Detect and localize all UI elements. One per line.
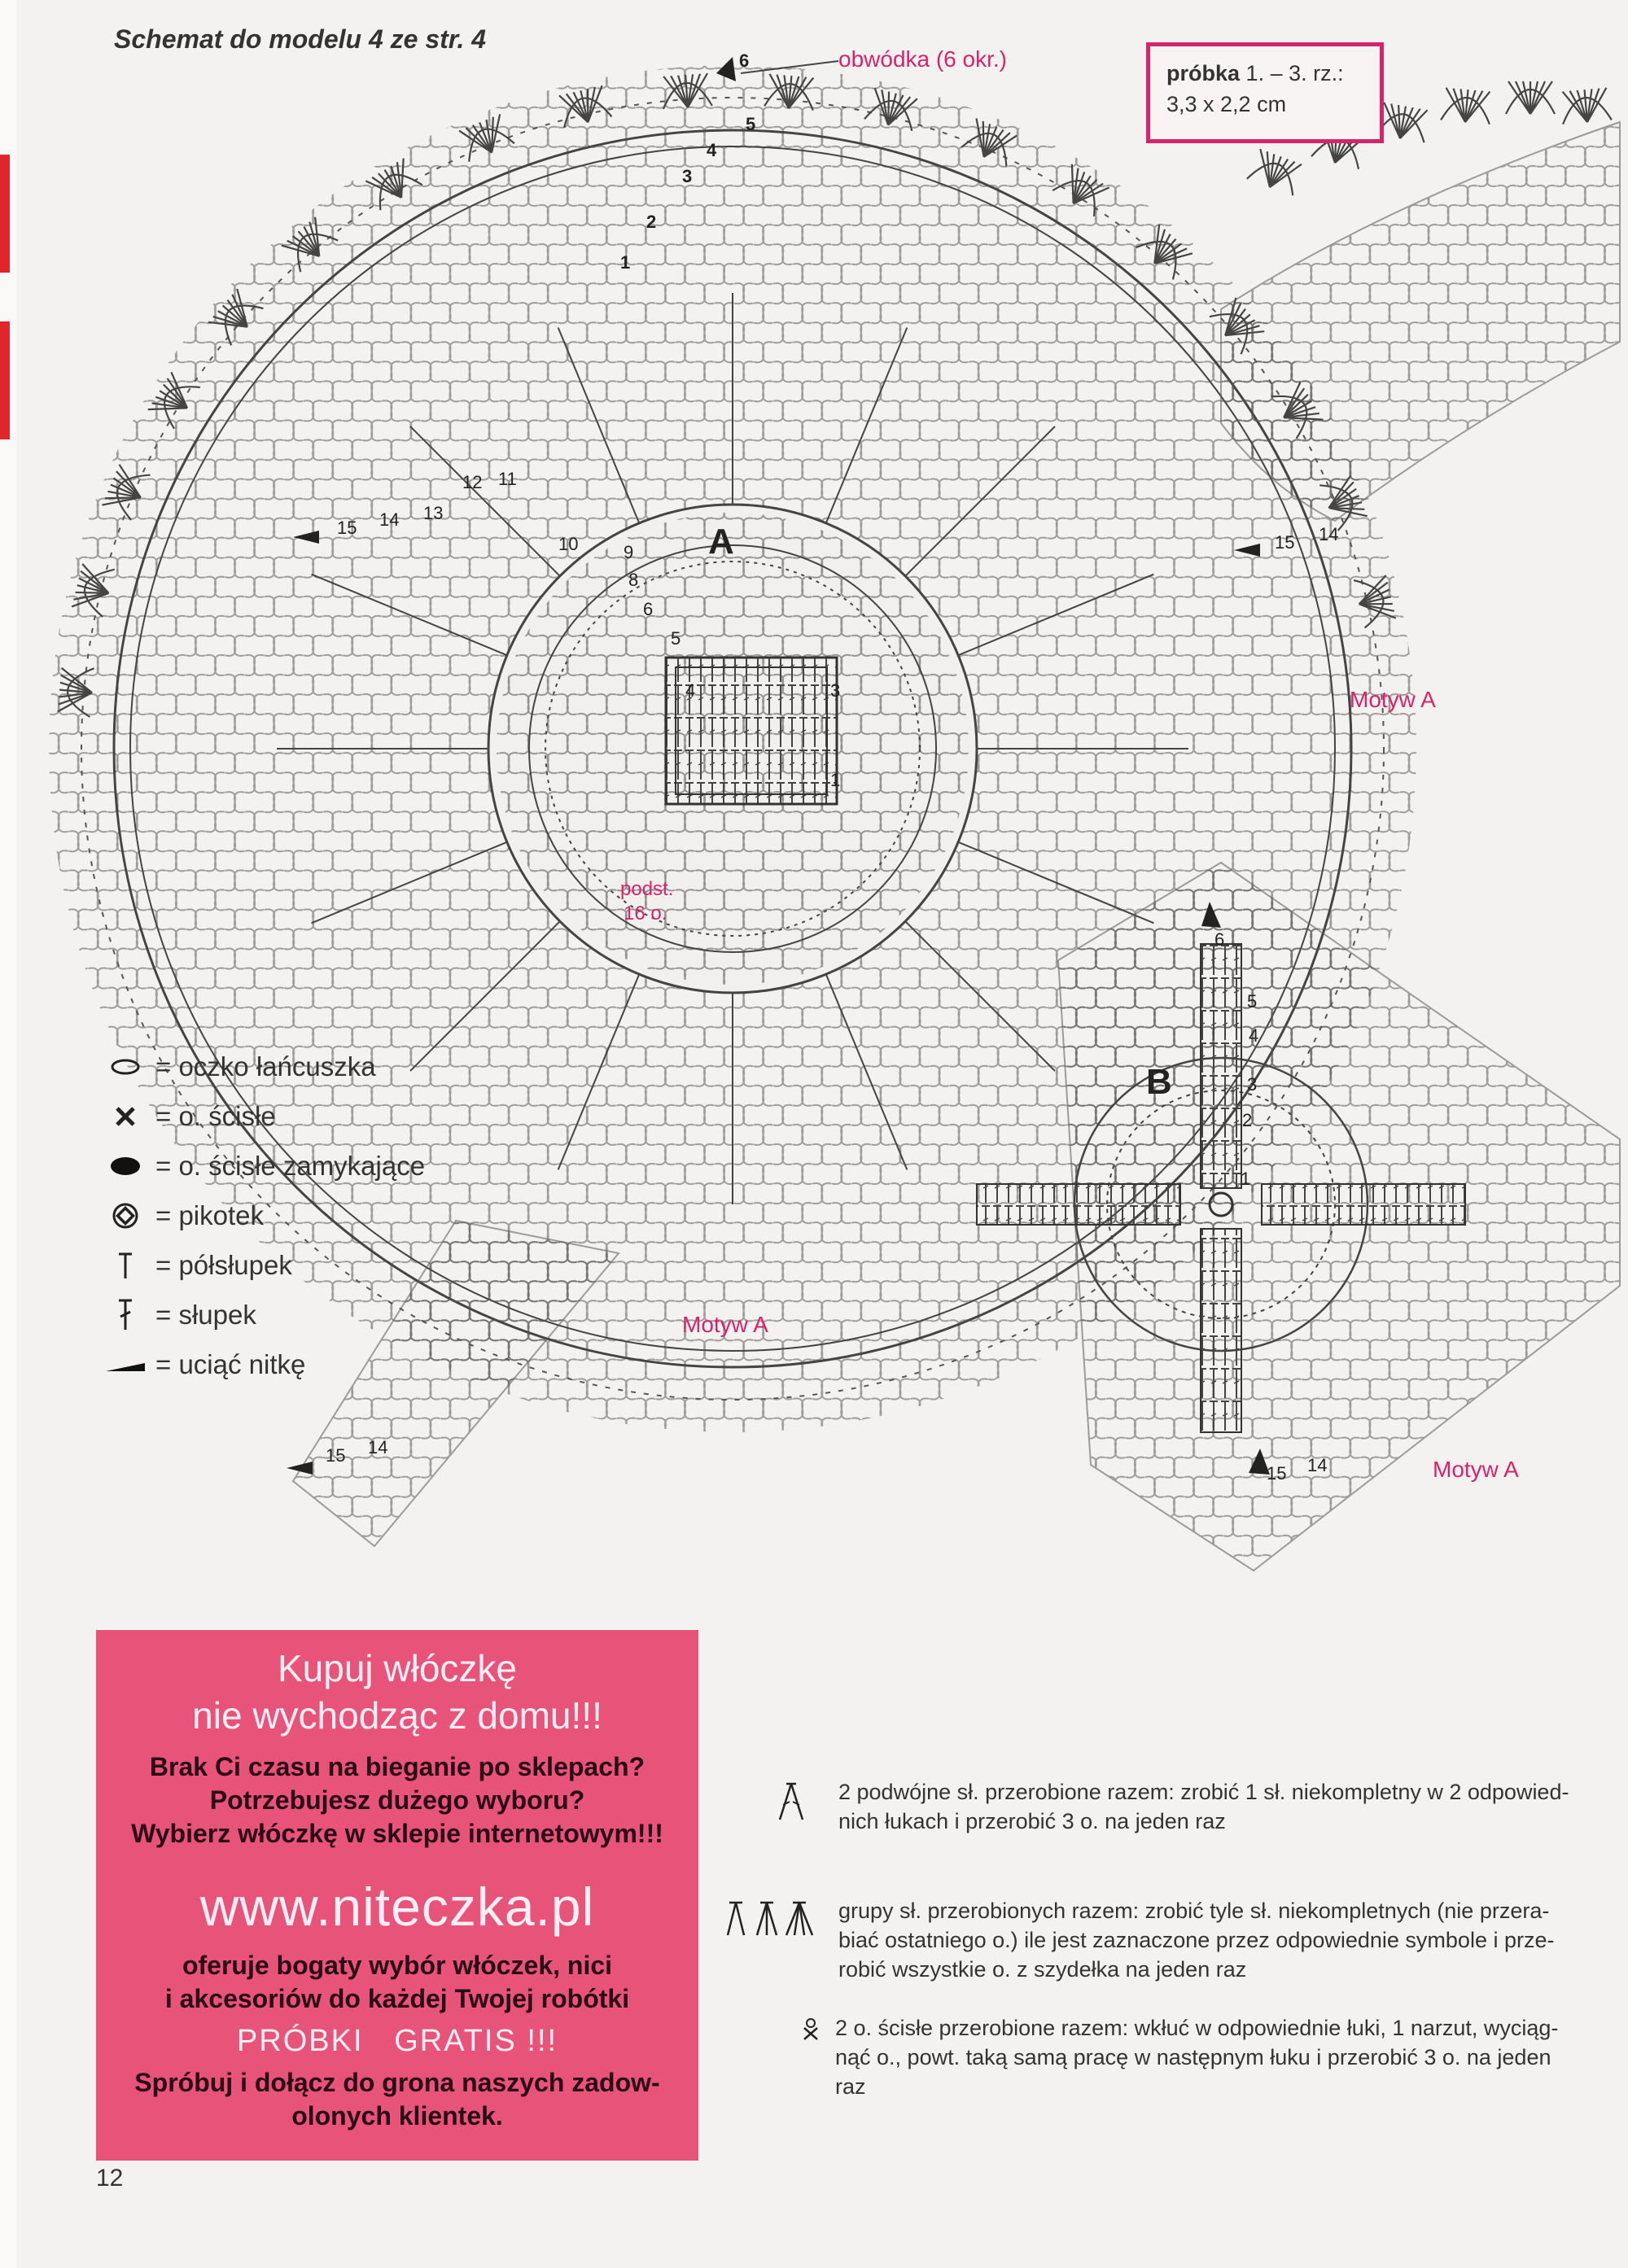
border-shell [1247, 148, 1304, 195]
legend-text: = o. ścisłe zamykające [155, 1150, 426, 1181]
chain-stitch-icon [102, 1047, 149, 1087]
legend-row [102, 1141, 425, 1191]
legend-row [102, 1339, 425, 1389]
legend-row [102, 1191, 425, 1240]
row-number: 6 [643, 599, 654, 619]
legend-text: = półsłupek [155, 1249, 292, 1280]
picot-icon [102, 1195, 149, 1236]
sc-together-icon [801, 2017, 821, 2045]
ad-join-line: olonych klientek. [291, 2101, 503, 2130]
note-line: nąć o., powt. taką samą pracę w następnym łuku i przerobić 3 o. na jeden [835, 2045, 1551, 2069]
row-number: 11 [498, 469, 517, 489]
double-tr-together-icon [775, 1781, 807, 1827]
note-line: raz [835, 2074, 866, 2099]
motif-label: Motyw A [682, 1312, 768, 1337]
row-number: 14 [379, 509, 400, 530]
note-item [835, 2013, 1558, 2101]
legend-text: = słupek [155, 1299, 256, 1330]
single-crochet-icon [102, 1096, 149, 1137]
row-number: 13 [423, 503, 444, 523]
row-number: 6 [739, 50, 750, 71]
sample-rows: 1. – 3. rz.: [1245, 61, 1344, 85]
ad-title-line: Kupuj włóczkę [277, 1647, 518, 1689]
row-number: 2 [646, 212, 657, 232]
ad-title-line: nie wychodząc z domu!!! [192, 1694, 602, 1737]
note-line: nich łukach i przerobić 3 o. na jeden raz [838, 1809, 1226, 1833]
motif-label: Motyw A [1350, 687, 1436, 712]
legend [102, 1042, 425, 1389]
row-number: 6 [1214, 929, 1225, 950]
row-number: 1 [1241, 1169, 1251, 1189]
row-number: 1 [830, 770, 841, 790]
cut-thread-icon [102, 1344, 149, 1385]
motif-a-letter: A [708, 522, 734, 562]
border-shell [1560, 88, 1612, 125]
row-number: 2 [1242, 1110, 1253, 1130]
corner-number: 14 [1307, 1455, 1328, 1475]
ad-offer-line: i akcesoriów do każdej Twojej robótki [164, 1984, 630, 2013]
ad-title [96, 1645, 698, 1739]
note-line: 2 o. ścisłe przerobione razem: wkłuć w odpowiednie łuki, 1 narzut, wyciąg- [835, 2016, 1559, 2040]
row-number: 3 [682, 166, 693, 186]
ad-question-line: Brak Ci czasu na bieganie po sklepach? [149, 1752, 646, 1781]
base-label-line2: 16 o. [624, 902, 667, 924]
legend-row [102, 1091, 425, 1141]
row-number: 12 [462, 472, 483, 492]
half-double-icon [102, 1245, 149, 1286]
sample-label: próbka [1166, 61, 1241, 85]
row-number: 8 [628, 570, 639, 590]
row-number: 4 [707, 140, 717, 160]
motif-label: Motyw A [1433, 1457, 1519, 1482]
ad-question [96, 1750, 698, 1851]
motif-b-letter: B [1146, 1062, 1172, 1102]
row-number: 1 [620, 252, 631, 273]
row-number: 3 [1247, 1074, 1258, 1095]
border-shell [1376, 102, 1429, 142]
note-line: 2 podwójne sł. przerobione razem: zrobić 1 sł. niekompletny w 2 odpowied- [838, 1780, 1569, 1804]
ad-question-line: Wybierz włóczkę w sklepie internetowym!!! [131, 1819, 663, 1848]
row-number: 4 [685, 680, 696, 701]
row-number: 5 [671, 628, 681, 649]
ad-free-samples: PRÓBKI GRATIS !!! [236, 2024, 558, 2058]
row-number: 3 [830, 680, 841, 701]
row-number: 9 [624, 542, 634, 562]
corner-number: 14 [1319, 524, 1339, 544]
sample-size: 3,3 x 2,2 cm [1166, 92, 1287, 116]
row-number: 5 [746, 114, 756, 134]
ad-url-link[interactable]: www.niteczka.pl [199, 1877, 595, 1937]
corner-number: 14 [368, 1437, 388, 1457]
legend-text: = o. ścisłe [155, 1100, 276, 1131]
legend-text: = oczko łańcuszka [155, 1051, 376, 1082]
legend-text: = uciąć nitkę [155, 1348, 306, 1379]
ad-box [96, 1630, 698, 2161]
legend-text: = pikotek [155, 1200, 264, 1230]
sample-box [1146, 42, 1384, 143]
border-shell [1506, 81, 1555, 114]
legend-row [102, 1290, 425, 1339]
ad-join [96, 2066, 698, 2133]
row-number: 10 [558, 534, 579, 554]
page-number: 12 [96, 2165, 124, 2192]
corner-number: 15 [326, 1445, 346, 1466]
border-label: obwódka (6 okr.) [838, 46, 1007, 72]
note-item [838, 1777, 1569, 1836]
note-item [838, 1896, 1554, 1984]
double-crochet-icon [102, 1295, 149, 1335]
note-line: robić wszystkie o. z szydełka na jeden raz [838, 1957, 1247, 1982]
base-label-line1: podst. [620, 878, 674, 900]
row-number: 4 [1249, 1025, 1259, 1046]
page-title: Schemat do modelu 4 ze str. 4 [114, 24, 487, 54]
corner-number: 15 [1275, 532, 1295, 553]
corner-number: 15 [1267, 1463, 1287, 1484]
row-number: 5 [1247, 991, 1258, 1012]
row-number: 15 [337, 518, 357, 538]
ad-join-line: Spróbuj i dołącz do grona naszych zadow- [134, 2068, 660, 2097]
motif-b [977, 863, 1620, 1571]
ad-offer [96, 1949, 698, 2016]
border-shell [1441, 88, 1492, 125]
note-line: grupy sł. przerobionych razem: zrobić tyle sł. niekompletnych (nie przera- [838, 1899, 1550, 1923]
legend-row [102, 1042, 425, 1091]
closing-stitch-icon [102, 1146, 149, 1186]
note-line: biać ostatniego o.) ile jest zaznaczone przez odpowiednie symbole i prze- [838, 1928, 1555, 1952]
motif-a-right-upper [1221, 122, 1620, 521]
motif-a-center [488, 505, 977, 993]
ad-offer-line: oferuje bogaty wybór włóczek, nici [182, 1951, 613, 1980]
stitch-groups-icon [721, 1899, 816, 1942]
ad-question-line: Potrzebujesz dużego wyboru? [209, 1785, 585, 1815]
legend-row [102, 1240, 425, 1290]
